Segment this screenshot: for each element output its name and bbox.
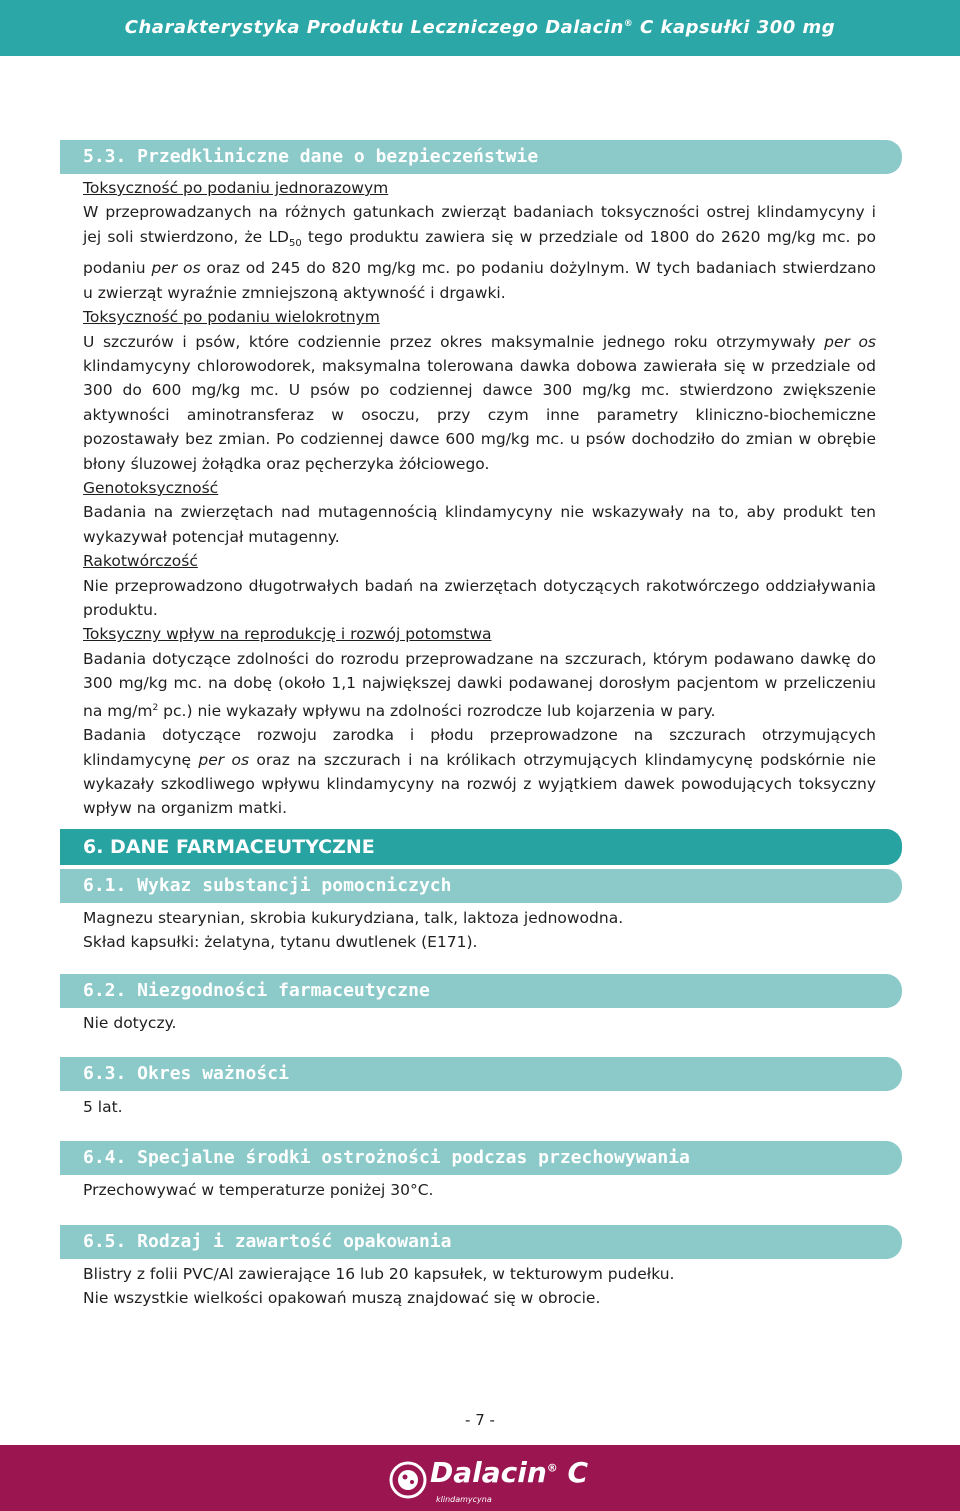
packaging-line: Blistry z folii PVC/Al zawierające 16 lub 20 kapsułek, w tekturowym pudełku. — [83, 1265, 675, 1283]
section-6-4-heading: 6.4. Specjalne środki ostrożności podczas przechowywania — [60, 1141, 902, 1175]
top-header-bar — [0, 0, 960, 56]
section-6-5-heading: 6.5. Rodzaj i zawartość opakowania — [60, 1225, 902, 1259]
logo-wordmark: Dalacin® C — [430, 1456, 589, 1489]
single-dose-text: W przeprowadzanych na różnych gatunkach zwierząt badaniach toksyczności ostrej klindamycyny i jej soli stwierdzono, że $LD_{50}$ tego produktu zawiera się w przedziale od 1800 do 2620 mg/kg mc. po podaniu per os oraz od 245 do 820 mg/kg mc. po podaniu dożylnym. W tych badaniach stwierdzano u zwierząt wyraźnie zmniejszoną aktywność i drgawki. — [83, 203, 877, 302]
section-6-3-body — [83, 1095, 876, 1119]
excipients-line: Magnezu stearynian, skrobia kukurydziana, talk, laktoza jednowodna. — [83, 909, 624, 927]
section-6-2-body — [83, 1011, 876, 1035]
reproduction-text-1: Badania dotyczące zdolności do rozrodu przeprowadzane na szczurach, którym podawano dawkę do 300 mg/kg mc. na dobę (około 1,1 największej dawki podawanej dorosłym pacjentom w przeliczeniu na $mg/m^2$ pc.) nie wykazały wpływu na zdolności rozrodcze lub kojarzenia w pary. — [83, 649, 876, 720]
genotoxicity-title: Genotoksyczność — [83, 478, 219, 497]
reproduction-text-2: Badania dotyczące rozwoju zarodka i płodu przeprowadzone na szczurach otrzymujących klindamycynę per os oraz na szczurach i na królikach otrzymujących klindamycynę podskórnie nie wykazały szkodliwego wpływu klindamycyny na rozwój z wyjątkiem dawek powodujących toksyczny wpływ na organizm matki. — [83, 726, 876, 818]
page-number: - 7 - — [465, 1411, 495, 1429]
section-5-3-heading: 5.3. Przedkliniczne dane o bezpieczeństwie — [60, 140, 902, 174]
storage-text: Przechowywać w temperaturze poniżej 30°C. — [83, 1181, 434, 1199]
section-6-5-body — [83, 1262, 876, 1311]
capsule-composition-line: Skład kapsułki: żelatyna, tytanu dwutlenek (E171). — [83, 933, 478, 952]
repeat-dose-title: Toksyczność po podaniu wielokrotnym — [83, 308, 380, 327]
section-5-3-body — [83, 176, 876, 821]
section-6-2-heading: 6.2. Niezgodności farmaceutyczne — [60, 974, 902, 1008]
genotoxicity-text: Badania na zwierzętach nad mutagennością klindamycyny nie wskazywały na to, aby produkt ten wykazywał potencjał mutagenny. — [83, 503, 876, 546]
incompatibilities-text: Nie dotyczy. — [83, 1014, 177, 1032]
section-6-heading: 6. DANE FARMACEUTYCZNE — [60, 829, 902, 865]
single-dose-title: Toksyczność po podaniu jednorazowym — [83, 179, 389, 197]
section-6-1-heading: 6.1. Wykaz substancji pomocniczych — [60, 869, 902, 903]
document-title: Charakterystyka Produktu Leczniczego Dalacin® C kapsułki 300 mg — [124, 17, 836, 38]
reproduction-title: Toksyczny wpływ na reprodukcję i rozwój potomstwa — [83, 625, 492, 644]
section-6-4-body — [83, 1178, 876, 1202]
carcinogenicity-title: Rakotwórczość — [83, 552, 198, 571]
repeat-dose-text: U szczurów i psów, które codziennie przez okres maksymalnie jednego roku otrzymywały per os klindamycyny chlorowodorek, maksymalna tolerowana dawka dobowa zawierała się w przedziale od 300 do 600 mg/kg mc. U psów po codziennej dawce 300 mg/kg mc. stwierdzono zwiększenie aktywności aminotransferaz w osoczu, przy czym inne parametry kliniczno-biochemiczne pozostawały bez zmian. Po codziennej dawce 600 mg/kg mc. u psów dochodziło do zmian w obrębie błony śluzowej żołądka oraz pęcherzyka żółciowego. — [83, 332, 877, 473]
logo-subtitle: klindamycyna — [436, 1495, 492, 1504]
section-6-1-body — [83, 906, 876, 955]
carcinogenicity-text: Nie przeprowadzono długotrwałych badań na zwierzętach dotyczących rakotwórczego oddziaływania produktu. — [83, 576, 876, 619]
section-6-3-heading: 6.3. Okres ważności — [60, 1057, 902, 1091]
packaging-note: Nie wszystkie wielkości opakowań muszą znajdować się w obrocie. — [83, 1289, 601, 1308]
shelf-life-text: 5 lat. — [83, 1098, 123, 1116]
